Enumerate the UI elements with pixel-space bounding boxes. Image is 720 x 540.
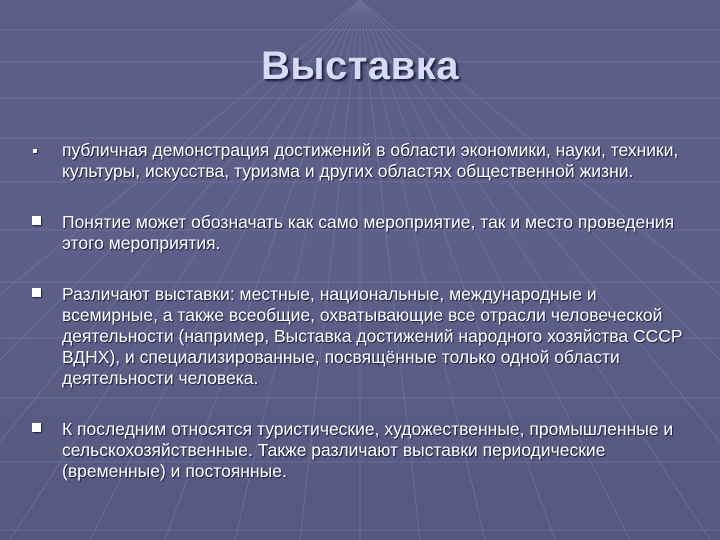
list-item-text: Различают выставки: местные, национальные, международные и всемирные, а также всеобщие, охватывающие все отрасли человеческой деятельности (например, Выставка достижений народного хозяйства СССР ВДНХ), и специализированные, посвящённые только одной области деятельности человека. — [62, 284, 683, 388]
bullet-list — [32, 140, 692, 512]
list-item — [32, 419, 692, 482]
list-item — [32, 212, 692, 254]
list-item — [32, 140, 692, 182]
bullet-square-icon — [32, 216, 41, 225]
list-item-text: К последним относятся туристические, художественные, промышленные и сельскохозяйственные. Также различают выставки периодические (временные) и постоянные. — [62, 419, 674, 481]
list-item-text: Понятие может обозначать как само мероприятие, так и место проведения этого мероприятия. — [62, 212, 675, 253]
bullet-small-square-icon — [33, 149, 37, 153]
list-item — [32, 284, 692, 389]
slide-title: Выставка — [261, 44, 459, 88]
bullet-square-icon — [32, 288, 41, 297]
bullet-square-icon — [32, 423, 41, 432]
list-item-text: публичная демонстрация достижений в области экономики, науки, техники, культуры, искусства, туризма и других областях общественной жизни. — [62, 140, 679, 181]
